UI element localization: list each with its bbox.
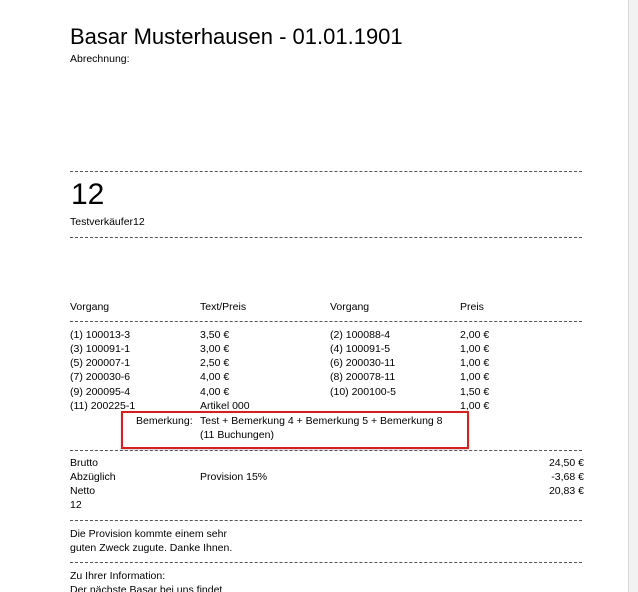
table-cell-left-id: (7) 200030-6: [70, 371, 131, 383]
abzueglich-label: Abzüglich: [70, 471, 116, 483]
notice-line-1: Die Provision kommte einem sehr: [70, 528, 227, 540]
abzueglich-value: -3,68 €: [551, 471, 584, 483]
table-cell-left-price: Artikel 000: [200, 400, 250, 412]
separator-seller: [70, 237, 582, 238]
header-vorgang-left: Vorgang: [70, 301, 110, 313]
header-preis: Preis: [460, 301, 484, 313]
table-cell-left-price: 3,00 €: [200, 343, 230, 355]
table-cell-left-price: 2,50 €: [200, 357, 230, 369]
table-cell-right-id: (4) 100091-5: [330, 343, 391, 355]
table-cell-left-price: 3,50 €: [200, 329, 230, 341]
header-text-preis: Text/Preis: [200, 301, 247, 313]
table-cell-left-id: (11) 200225-1: [70, 400, 136, 412]
info-line-1: Der nächste Basar bei uns findet: [70, 584, 223, 592]
table-cell-right-price: 1,00 €: [460, 400, 490, 412]
separator-notice: [70, 520, 582, 521]
table-cell-right-id: (8) 200078-11: [330, 371, 396, 383]
seller-number: 12: [71, 178, 105, 211]
provision-label: Provision 15%: [200, 471, 268, 483]
brutto-value: 24,50 €: [548, 457, 584, 469]
seller-name: Testverkäufer12: [70, 216, 145, 228]
table-cell-right-price: 1,00 €: [460, 357, 490, 369]
netto-count: 12: [70, 499, 82, 511]
separator-summary: [70, 450, 582, 451]
remark-label: Bemerkung:: [136, 415, 193, 427]
table-cell-right-id: (2) 100088-4: [330, 329, 391, 341]
separator-info: [70, 562, 582, 563]
netto-value: 20,83 €: [548, 485, 584, 497]
table-cell-left-id: (3) 100091-1: [70, 343, 131, 355]
table-cell-right-price: 2,00 €: [460, 329, 490, 341]
info-title: Zu Ihrer Information:: [70, 570, 166, 582]
netto-label: Netto: [70, 485, 96, 497]
table-cell-right-id: (6) 200030-11: [330, 357, 396, 369]
table-cell-left-id: (1) 100013-3: [70, 329, 131, 341]
remark-text: Test + Bemerkung 4 + Bemerkung 5 + Bemerkung 8: [200, 415, 443, 427]
table-cell-left-price: 4,00 €: [200, 386, 230, 398]
separator-top: [70, 171, 582, 172]
page-title: Basar Musterhausen - 01.01.1901: [70, 24, 403, 49]
header-vorgang-right: Vorgang: [330, 301, 370, 313]
table-cell-right-price: 1,00 €: [460, 343, 490, 355]
table-cell-right-price: 1,50 €: [460, 386, 490, 398]
table-cell-right-id: (10) 200100-5: [330, 386, 396, 398]
abrechnung-label: Abrechnung:: [70, 53, 130, 65]
separator-table-head: [70, 321, 582, 322]
notice-line-2: guten Zweck zugute. Danke Ihnen.: [70, 542, 233, 554]
table-cell-left-price: 4,00 €: [200, 371, 230, 383]
brutto-label: Brutto: [70, 457, 99, 469]
table-cell-right-price: 1,00 €: [460, 371, 490, 383]
booking-count: (11 Buchungen): [200, 429, 274, 441]
table-cell-left-id: (9) 200095-4: [70, 386, 131, 398]
table-cell-left-id: (5) 200007-1: [70, 357, 131, 369]
